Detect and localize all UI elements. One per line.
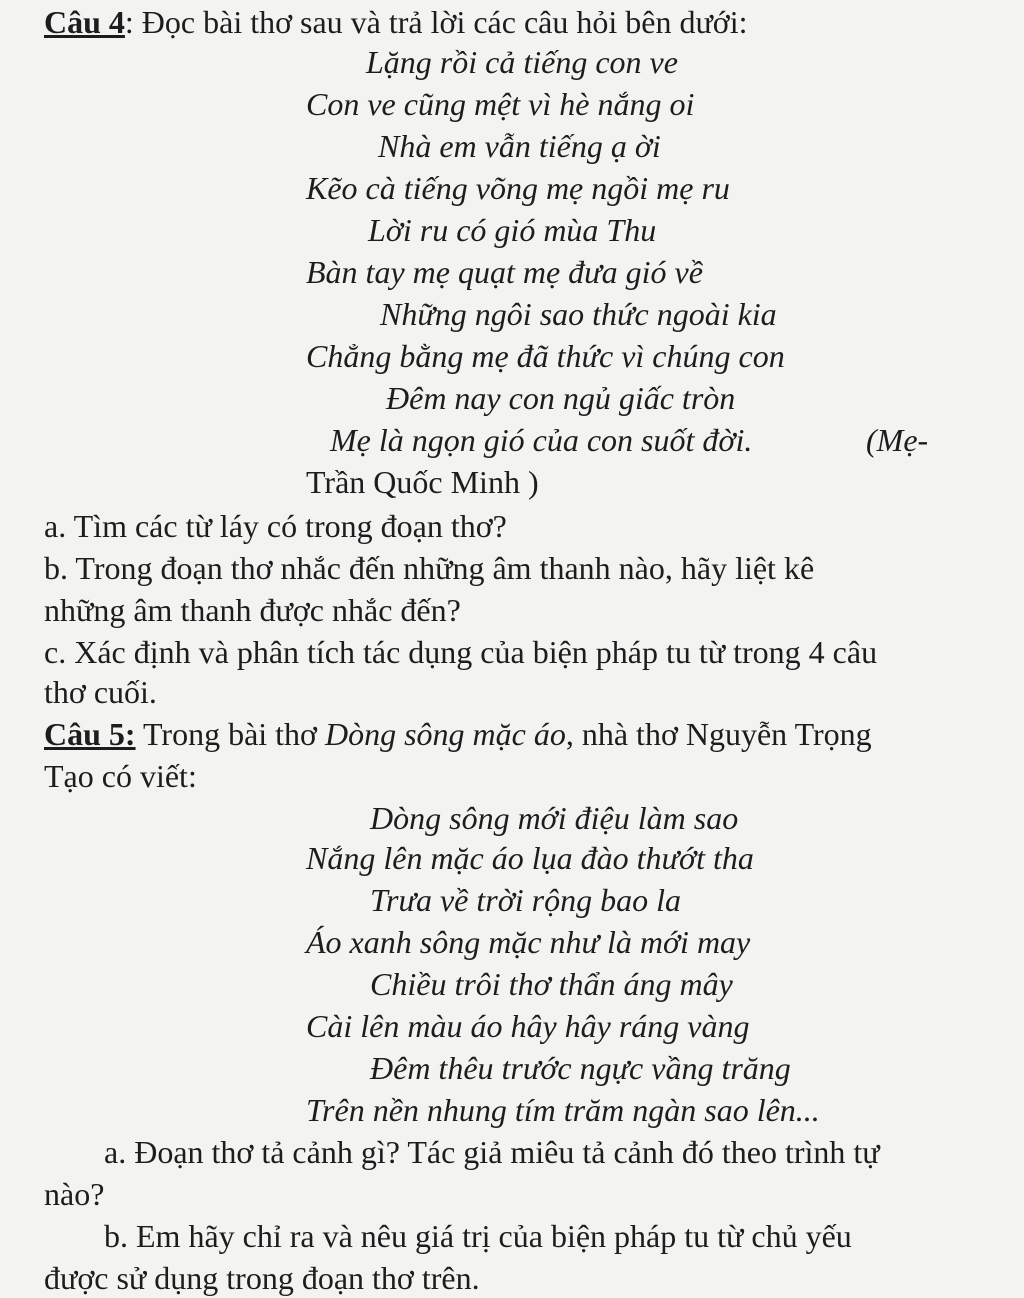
poem-2-line: Trên nền nhung tím trăm ngàn sao lên... <box>306 1092 820 1128</box>
question-4-heading <box>44 2 747 42</box>
poem-2-line: Cài lên màu áo hây hây ráng vàng <box>306 1008 750 1044</box>
poem-1-line: Con ve cũng mệt vì hè nắng oi <box>306 86 695 122</box>
poem-2-line: Chiều trôi thơ thẩn áng mây <box>370 966 733 1002</box>
question-4-label: Câu 4 <box>44 4 125 40</box>
poem-1-line: Chẳng bằng mẹ đã thức vì chúng con <box>306 338 785 374</box>
poem-1-line: Những ngôi sao thức ngoài kia <box>380 296 777 332</box>
question-5-intro-b: , nhà thơ Nguyễn Trọng <box>565 716 872 752</box>
poem-2-line: Áo xanh sông mặc như là mới may <box>306 924 751 960</box>
poem-1-source: (Mẹ- <box>866 422 929 458</box>
poem-1-author: Trần Quốc Minh ) <box>306 464 539 500</box>
poem-2-line: Đêm thêu trước ngực vầng trăng <box>370 1050 791 1086</box>
question-5-label: Câu 5: <box>44 716 136 752</box>
poem-1-line: Nhà em vẫn tiếng ạ ời <box>378 128 661 164</box>
poem-2-line: Dòng sông mới điệu làm sao <box>370 800 739 836</box>
poem-2-line: Nắng lên mặc áo lụa đào thướt tha <box>306 840 754 876</box>
poem-1-line: Lặng rồi cả tiếng con ve <box>366 44 678 80</box>
poem-2-line: Trưa về trời rộng bao la <box>370 882 681 918</box>
question-4-item: những âm thanh được nhắc đến? <box>44 592 461 628</box>
question-5-heading <box>44 714 872 754</box>
question-5-item: nào? <box>44 1176 105 1212</box>
poem-1-line: Kẽo cà tiếng võng mẹ ngồi mẹ ru <box>306 170 730 206</box>
poem-1-line: Mẹ là ngọn gió của con suốt đời. <box>330 422 753 458</box>
question-4-item: b. Trong đoạn thơ nhắc đến những âm thanh nào, hãy liệt kê <box>44 550 815 586</box>
question-5-item: b. Em hãy chỉ ra và nêu giá trị của biện pháp tu từ chủ yếu <box>104 1218 852 1254</box>
question-5-intro-line2: Tạo có viết: <box>44 758 197 794</box>
poem-1-line: Đêm nay con ngủ giấc tròn <box>386 380 736 416</box>
question-4-item: c. Xác định và phân tích tác dụng của biện pháp tu từ trong 4 câu <box>44 634 878 670</box>
question-5-item: a. Đoạn thơ tả cảnh gì? Tác giả miêu tả cảnh đó theo trình tự <box>104 1134 880 1170</box>
poem-1-line: Lời ru có gió mùa Thu <box>368 212 657 248</box>
question-4-item: a. Tìm các từ láy có trong đoạn thơ? <box>44 508 507 544</box>
poem-1-line: Bàn tay mẹ quạt mẹ đưa gió về <box>306 254 703 290</box>
question-4-item: thơ cuối. <box>44 674 157 710</box>
question-5-item: được sử dụng trong đoạn thơ trên. <box>44 1260 480 1296</box>
question-5-poem-title: Dòng sông mặc áo <box>324 716 566 752</box>
question-4-intro: : Đọc bài thơ sau và trả lời các câu hỏi bên dưới: <box>124 4 748 40</box>
question-5-intro-a: Trong bài thơ <box>135 716 325 752</box>
